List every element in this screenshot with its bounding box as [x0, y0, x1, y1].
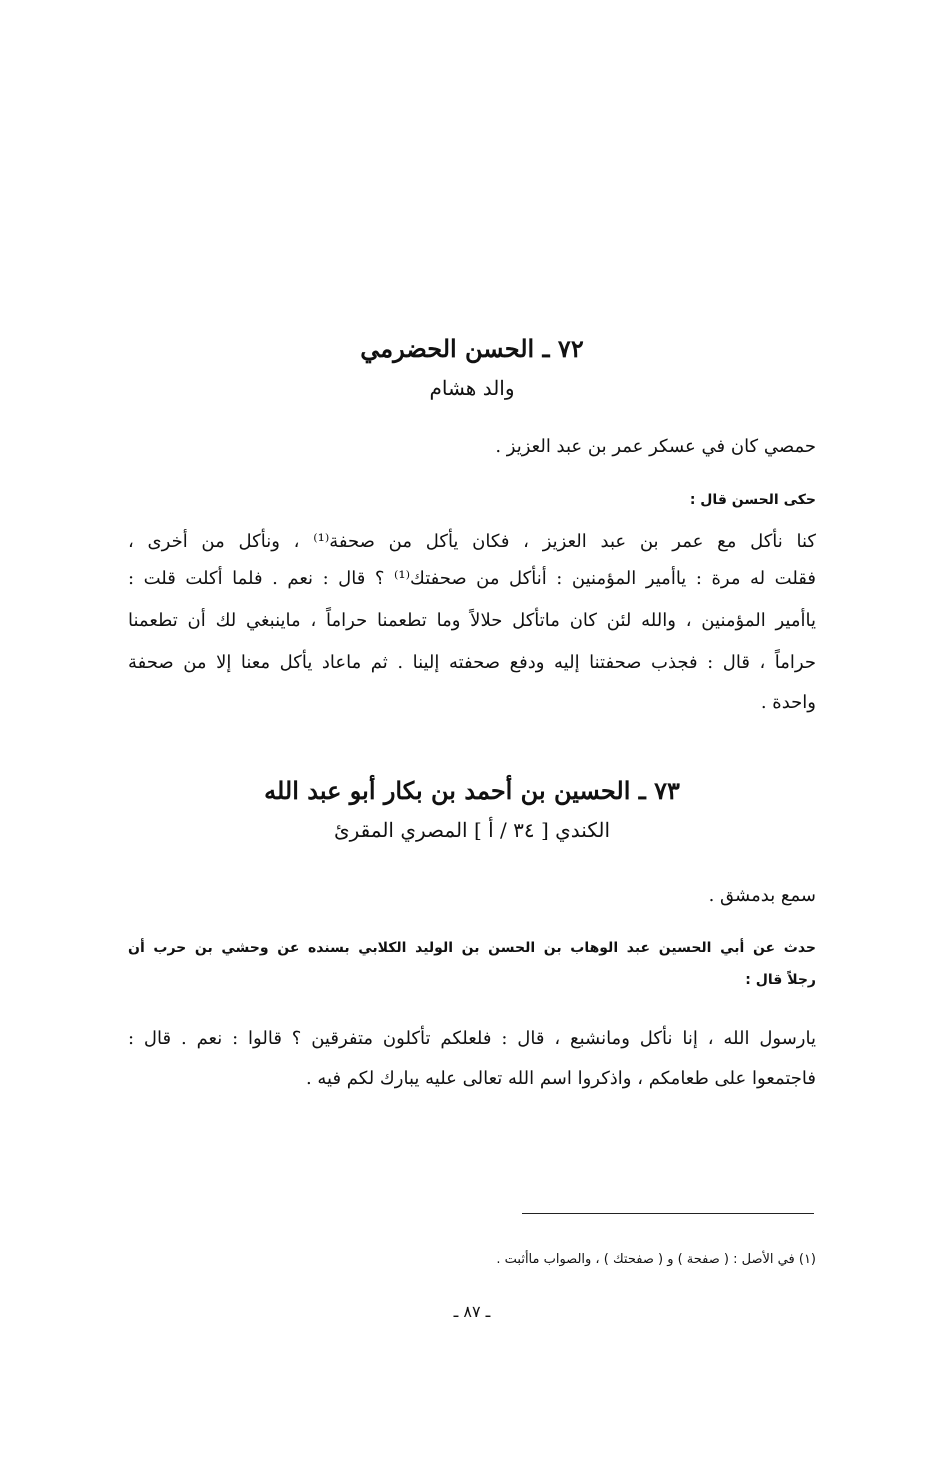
entry-72-text-line-4: حراماً ، قال : فجذب صحفتنا إليه ودفع صحفته إلينا . ثم ماعاد يأكل معنا إلا من صحفة — [128, 652, 816, 673]
footnote-rule — [522, 1213, 814, 1214]
entry-72-text-line-2: فقلت له مرة : ياأمير المؤمنين : أنأكل من صحفتك⁽¹⁾ ؟ قال : نعم . فلما أكلت قلت : — [128, 568, 817, 589]
entry-72-text-line-1: كنا نأكل مع عمر بن عبد العزيز ، فكان يأكل من صحفة⁽¹⁾ ، ونأكل من أخرى ، — [128, 531, 816, 552]
entry-73-text-line-1: يارسول الله ، إنا نأكل ومانشبع ، قال : فلعلكم تأكلون متفرقين ؟ قالوا : نعم . قال : — [128, 1028, 816, 1049]
entry-73-chain-line-2: رجلاً قال : — [745, 972, 816, 988]
entry-72-description: حمصي كان في عسكر عمر بن عبد العزيز . — [495, 436, 816, 457]
entry-72-title: ٧٢ ـ الحسن الحضرمي — [360, 334, 584, 363]
entry-72-text-line-3: ياأمير المؤمنين ، والله لئن كان ماتأكل حلالاً وما تطعمنا حراماً ، ماينبغي لك أن تطعمنا — [128, 610, 816, 631]
entry-72-intro: حكى الحسن قال : — [689, 492, 816, 508]
entry-73-title: ٧٣ ـ الحسين بن أحمد بن بكار أبو عبد الله — [264, 776, 680, 805]
entry-73-subtitle: الكندي [ ٣٤ / أ ] المصري المقرئ — [333, 818, 611, 842]
entry-72-subtitle: والد هشام — [429, 376, 515, 400]
page-number: ـ ٨٧ ـ — [453, 1302, 491, 1321]
entry-73-chain-line-1: حدث عن أبي الحسين عبد الوهاب بن الحسن بن الوليد الكلابي بسنده عن وحشي بن حرب أن — [128, 940, 816, 956]
footnote: (١) في الأصل : ( صفحة ) و ( صفحتك ) ، والصواب ماأثبت . — [496, 1252, 816, 1267]
entry-73-description: سمع بدمشق . — [708, 885, 816, 906]
entry-72-text-line-5: واحدة . — [760, 692, 816, 713]
entry-73-text-line-2: فاجتمعوا على طعامكم ، واذكروا اسم الله تعالى عليه يبارك لكم فيه . — [305, 1068, 816, 1089]
